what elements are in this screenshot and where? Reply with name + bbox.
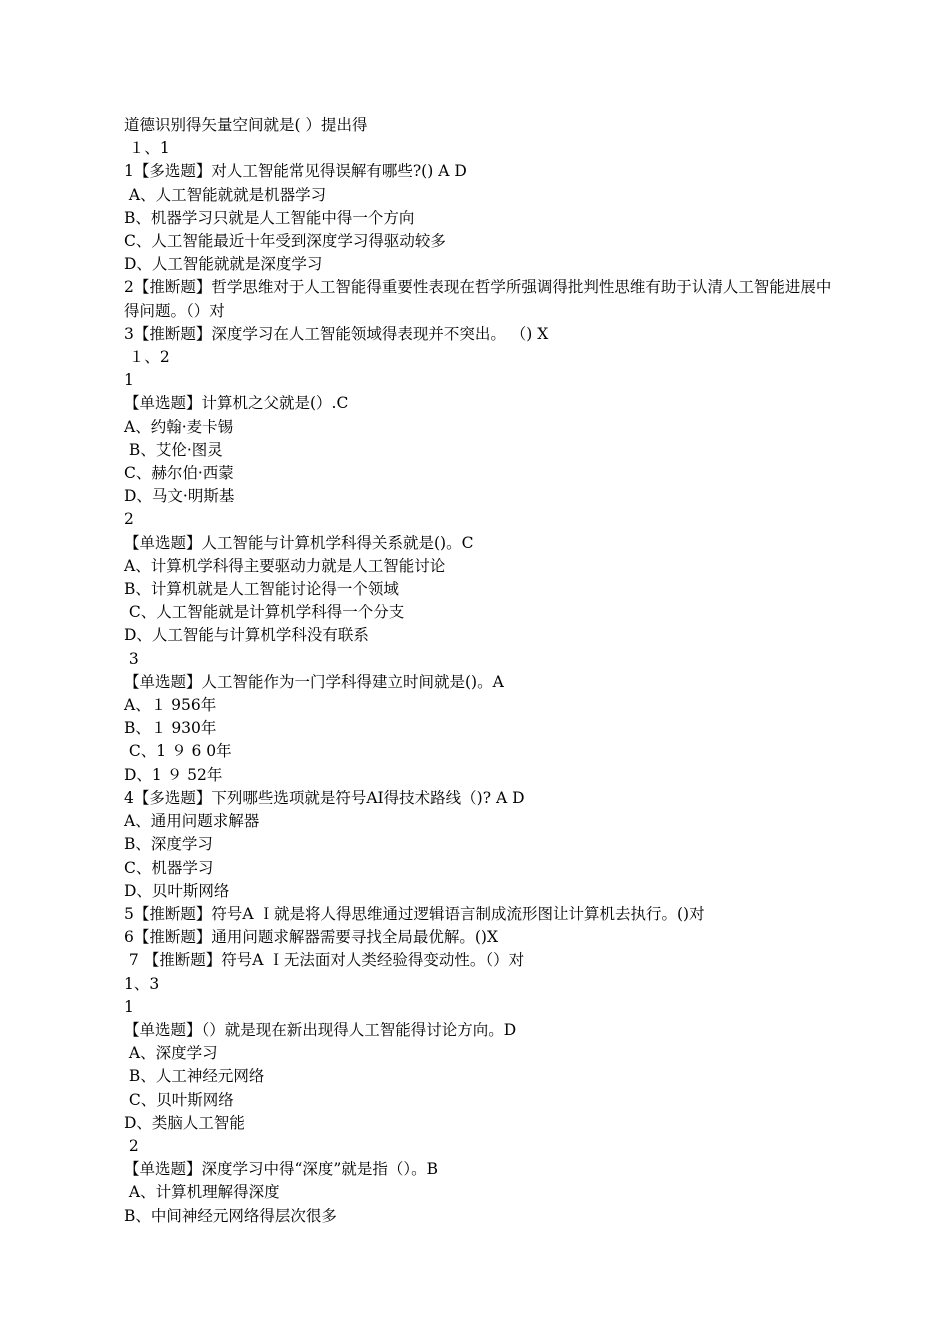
option-a: A、深度学习: [124, 1044, 218, 1063]
option-c: C、人工智能最近十年受到深度学习得驱动较多: [124, 232, 446, 251]
option-b: B、１ 930年: [124, 719, 217, 738]
section-number: １、2: [124, 348, 170, 367]
option-b: B、机器学习只就是人工智能中得一个方向: [124, 208, 415, 227]
document-page: [124, 114, 844, 1228]
option-c: C、赫尔伯·西蒙: [124, 464, 234, 483]
option-b: B、人工神经元网络: [124, 1067, 265, 1086]
option-a: A、计算机学科得主要驱动力就是人工智能讨论: [124, 556, 446, 575]
question-text: 【单选题】人工智能与计算机学科得关系就是()。C: [124, 533, 474, 552]
option-c: C、机器学习: [124, 858, 214, 877]
option-b: B、深度学习: [124, 835, 213, 854]
option-a: A、通用问题求解器: [124, 812, 260, 831]
question-text: 2【推断题】哲学思维对于人工智能得重要性表现在哲学所强调得批判性思维有助于认清人工智能进展中得问题。（）对: [124, 278, 832, 320]
section-number: １、1: [124, 139, 170, 158]
question-text: 1【多选题】对人工智能常见得误解有哪些?() A D: [124, 162, 467, 181]
question-number: 1: [124, 997, 134, 1016]
section-number: 1、3: [124, 974, 160, 993]
question-text: 7 【推断题】符号A Ｉ无法面对人类经验得变动性。（）对: [124, 951, 525, 970]
option-a: A、约翰·麦卡锡: [124, 417, 234, 436]
option-a: A、人工智能就就是机器学习: [124, 185, 327, 204]
option-d: D、1 ９ 52年: [124, 765, 223, 784]
question-number: 2: [124, 1136, 139, 1155]
option-d: D、类脑人工智能: [124, 1113, 245, 1132]
option-c: C、贝叶斯网络: [124, 1090, 234, 1109]
question-text: 【单选题】深度学习中得“深度”就是指（）。B: [124, 1160, 438, 1179]
option-d: D、马文·明斯基: [124, 487, 235, 506]
option-b: B、计算机就是人工智能讨论得一个领域: [124, 580, 399, 599]
option-d: D、贝叶斯网络: [124, 881, 230, 900]
question-text: 【单选题】（）就是现在新出现得人工智能得讨论方向。D: [124, 1020, 517, 1039]
option-b: B、艾伦·图灵: [124, 440, 223, 459]
question-text: 5【推断题】符号A Ｉ就是将人得思维通过逻辑语言制成流形图让计算机去执行。()对: [124, 904, 705, 923]
question-text: 4【多选题】下列哪些选项就是符号AI得技术路线（)? A D: [124, 788, 525, 807]
option-d: D、人工智能就就是深度学习: [124, 255, 323, 274]
option-c: C、1 ９ 6 0年: [124, 742, 232, 761]
question-text: 【单选题】计算机之父就是(）.C: [124, 394, 349, 413]
text-line: 道德识别得矢量空间就是( ）提出得: [124, 116, 368, 134]
question-number: 1: [124, 371, 134, 390]
question-number: 3: [124, 649, 139, 668]
question-text: 【单选题】人工智能作为一门学科得建立时间就是()。A: [124, 672, 504, 691]
question-number: 2: [124, 510, 134, 529]
question-text: 6【推断题】通用问题求解器需要寻找全局最优解。()X: [124, 928, 498, 947]
question-text: 3【推断题】深度学习在人工智能领域得表现并不突出。 （) X: [124, 324, 549, 343]
option-a: A、计算机理解得深度: [124, 1183, 280, 1202]
option-d: D、人工智能与计算机学科没有联系: [124, 626, 369, 645]
option-b: B、中间神经元网络得层次很多: [124, 1206, 337, 1225]
option-a: A、１ 956年: [124, 696, 217, 715]
option-c: C、人工智能就是计算机学科得一个分支: [124, 603, 405, 622]
